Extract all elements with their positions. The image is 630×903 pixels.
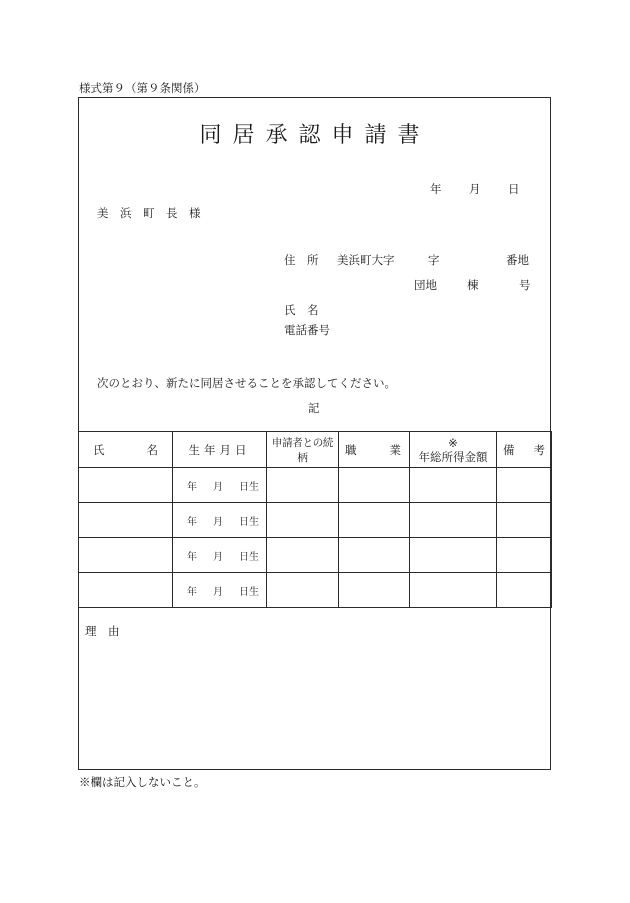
cell-remarks[interactable] xyxy=(497,468,552,503)
gou-label: 号 xyxy=(519,278,531,292)
cell-name[interactable] xyxy=(79,538,173,573)
header-income: ※ 年総所得金額 xyxy=(410,432,497,468)
household-table xyxy=(78,431,552,608)
cell-name[interactable] xyxy=(79,573,173,608)
form-code: 様式第９（第９条関係） xyxy=(79,81,206,95)
phone-label: 電話番号 xyxy=(284,323,330,337)
cell-birthdate[interactable]: 年 月 日生 xyxy=(173,503,267,538)
header-remarks: 備 考 xyxy=(497,432,552,468)
cell-remarks[interactable] xyxy=(497,503,552,538)
date-month-label: 月 xyxy=(469,182,481,196)
cell-relation[interactable] xyxy=(267,573,339,608)
cell-remarks[interactable] xyxy=(497,538,552,573)
table-row xyxy=(79,468,552,503)
cell-occupation[interactable] xyxy=(339,468,410,503)
header-name: 氏 名 xyxy=(79,432,173,468)
cell-relation[interactable] xyxy=(267,538,339,573)
cell-income[interactable] xyxy=(410,468,497,503)
address-prefix: 美浜町大字 xyxy=(337,253,395,267)
addressee: 美 浜 町 長 様 xyxy=(97,206,201,220)
cell-birthdate[interactable]: 年 月 日生 xyxy=(173,468,267,503)
table-row xyxy=(79,573,552,608)
footnote: ※欄は記入しないこと。 xyxy=(79,775,206,789)
form-title: 同居承認申請書 xyxy=(199,123,431,148)
header-relation: 申請者との続柄 xyxy=(267,432,339,468)
cell-occupation[interactable] xyxy=(339,503,410,538)
aza-label: 字 xyxy=(428,253,440,267)
table-row xyxy=(79,503,552,538)
cell-occupation[interactable] xyxy=(339,573,410,608)
table-header-row xyxy=(79,432,552,468)
cell-remarks[interactable] xyxy=(497,573,552,608)
cell-relation[interactable] xyxy=(267,468,339,503)
tou-label: 棟 xyxy=(467,278,479,292)
cell-name[interactable] xyxy=(79,503,173,538)
cell-income[interactable] xyxy=(410,573,497,608)
cell-income[interactable] xyxy=(410,503,497,538)
cell-income[interactable] xyxy=(410,538,497,573)
name-label: 氏 名 xyxy=(284,303,319,317)
banchi-label: 番地 xyxy=(506,253,529,267)
request-text: 次のとおり、新たに同居させることを承認してください。 xyxy=(97,376,396,390)
danchi-label: 団地 xyxy=(414,278,437,292)
table-row xyxy=(79,538,552,573)
date-year-label: 年 xyxy=(430,182,442,196)
address-label: 住 所 xyxy=(284,253,319,267)
reason-field[interactable] xyxy=(79,640,550,768)
cell-birthdate[interactable]: 年 月 日生 xyxy=(173,538,267,573)
cell-occupation[interactable] xyxy=(339,538,410,573)
header-occupation: 職 業 xyxy=(339,432,410,468)
cell-relation[interactable] xyxy=(267,503,339,538)
cell-name[interactable] xyxy=(79,468,173,503)
income-note-mark: ※ xyxy=(448,435,458,450)
date-day-label: 日 xyxy=(508,182,520,196)
reason-label: 理 由 xyxy=(85,624,120,638)
header-birthdate: 生年月日 xyxy=(173,432,267,468)
cell-birthdate[interactable]: 年 月 日生 xyxy=(173,573,267,608)
ki-label: 記 xyxy=(308,401,320,415)
